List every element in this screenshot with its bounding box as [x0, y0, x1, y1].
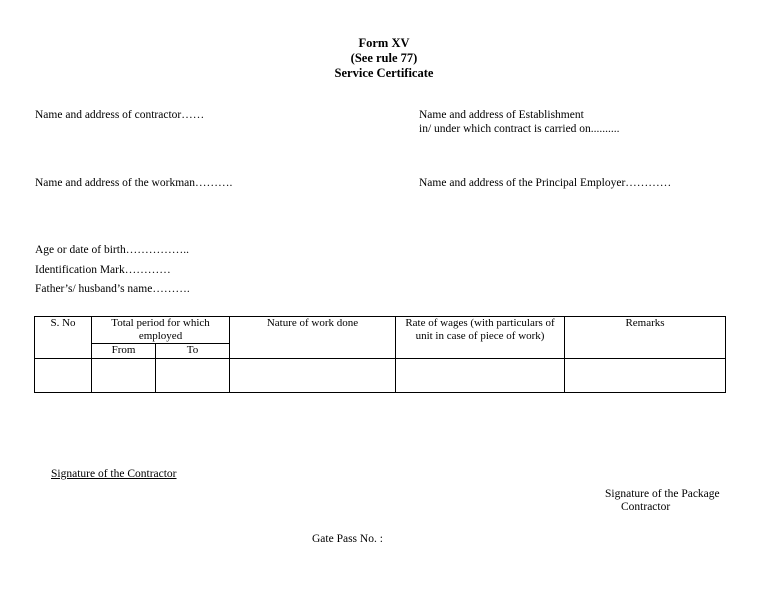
header-to: To — [156, 344, 230, 358]
form-header — [0, 36, 768, 81]
cell-sno[interactable] — [35, 358, 92, 392]
certificate-title: Service Certificate — [334, 66, 434, 80]
father-husband-field: Father’s/ husband’s name………. — [35, 283, 190, 295]
header-from: From — [92, 344, 156, 358]
contractor-field: Name and address of contractor…… — [35, 109, 205, 121]
cell-to[interactable] — [156, 358, 230, 392]
cell-rate[interactable] — [396, 358, 565, 392]
header-nature: Nature of work done — [230, 317, 396, 359]
header-remarks: Remarks — [565, 317, 726, 359]
workman-field: Name and address of the workman………. — [35, 177, 233, 189]
gate-pass: Gate Pass No. : — [312, 533, 383, 545]
package-signature-line1: Signature of the Package — [605, 488, 720, 500]
cell-from[interactable] — [92, 358, 156, 392]
cell-remarks[interactable] — [565, 358, 726, 392]
service-table — [34, 316, 726, 393]
identification-field: Identification Mark………… — [35, 264, 171, 276]
establishment-field-line2: in/ under which contract is carried on.......... — [419, 123, 620, 135]
package-signature-line2: Contractor — [621, 501, 671, 513]
principal-employer-field: Name and address of the Principal Employer………… — [419, 177, 672, 189]
establishment-field-line1: Name and address of Establishment — [419, 109, 584, 121]
header-rate: Rate of wages (with particulars of unit in case of piece of work) — [396, 317, 565, 359]
form-title: Form XV — [358, 36, 410, 50]
age-field: Age or date of birth…………….. — [35, 244, 189, 256]
contractor-signature: Signature of the Contractor — [51, 468, 177, 480]
cell-nature[interactable] — [230, 358, 396, 392]
header-period: Total period for which employed — [92, 317, 230, 344]
rule-reference: (See rule 77) — [350, 51, 418, 65]
header-sno: S. No — [35, 317, 92, 359]
